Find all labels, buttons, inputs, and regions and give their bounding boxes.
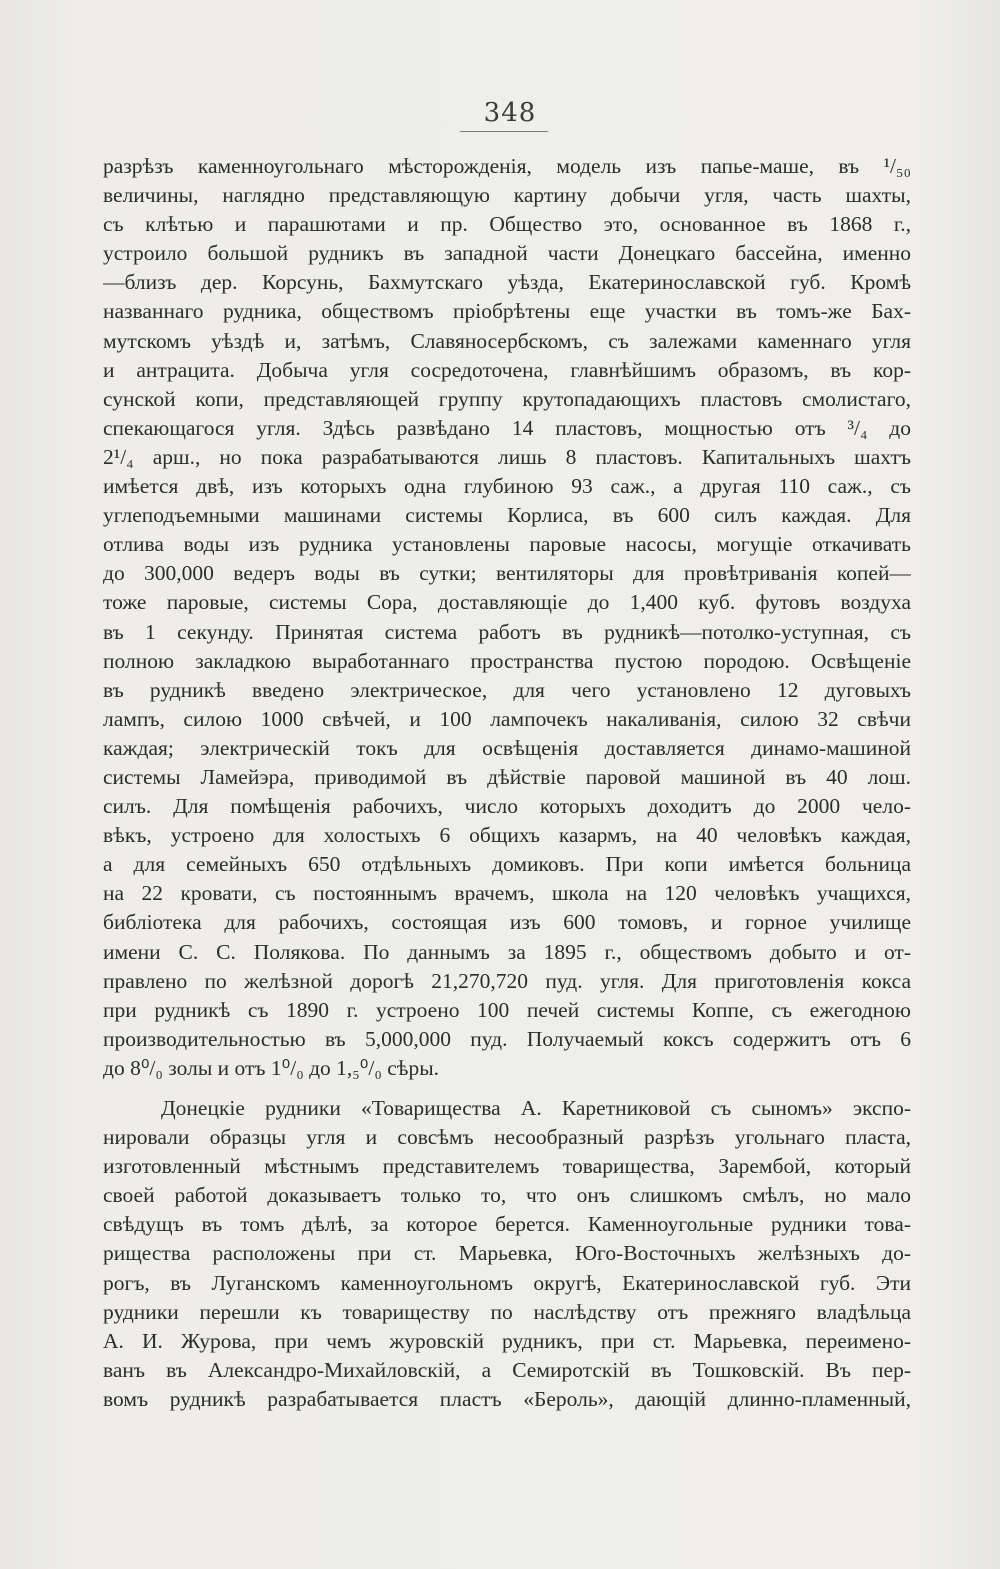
text-line: системы Ламейэра, приводимой въ дѣйствіе паровой машиной въ 40 лош.	[103, 764, 911, 789]
paragraph-2	[103, 1094, 911, 1414]
paragraph-1	[103, 152, 911, 1083]
text-line: рищества расположены при ст. Марьевка, Юго-Восточныхъ желѣзныхъ до-	[103, 1241, 911, 1266]
text-line: лампъ, силою 1000 свѣчей, и 100 лампочекъ накаливанія, силою 32 свѣчи	[103, 706, 911, 731]
text-line: изготовленный мѣстнымъ представителемъ товарищества, Зарембой, который	[103, 1154, 911, 1179]
text-line: имѣется двѣ, изъ которыхъ одна глубиною 93 саж., а другая 110 саж., съ	[103, 474, 911, 499]
text-line: имени С. С. Полякова. По даннымъ за 1895 г., обществомъ добыто и от-	[103, 939, 911, 964]
text-line: при рудникѣ съ 1890 г. устроено 100 печей системы Коппе, съ ежегодною	[103, 997, 911, 1022]
text-line: библіотека для рабочихъ, состоящая изъ 600 томовъ, и горное училище	[103, 910, 911, 935]
text-line: производительностью въ 5,000,000 пуд. Получаемый коксъ содержитъ отъ 6	[103, 1026, 911, 1051]
text-line: Донецкіе рудники «Товарищества А. Каретниковой съ сыномъ» экспо-	[161, 1096, 911, 1120]
text-line: до 8⁰/₀ золы и отъ 1⁰/₀ до 1,₅⁰/₀ сѣры.	[103, 1055, 440, 1080]
text-line: въ 1 секунду. Принятая система работъ въ рудникѣ—потолко-уступная, съ	[103, 619, 911, 644]
text-line: углеподъемными машинами системы Корлиса, въ 600 силъ каждая. Для	[103, 503, 911, 528]
text-line: правлено по желѣзной дорогѣ 21,270,720 пуд. угля. Для приготовленія кокса	[103, 968, 911, 993]
text-line: въ рудникѣ введено электрическое, для чего установлено 12 дуговыхъ	[103, 677, 911, 702]
text-line: сунской копи, представляющей группу крутопадающихъ пластовъ смолистаго,	[103, 386, 911, 411]
text-line: мутскомъ уѣздѣ и, затѣмъ, Славяносербскомъ, съ залежами каменнаго угля	[103, 328, 911, 353]
text-line: отлива воды изъ рудника установлены паровые насосы, могущіе откачивать	[103, 532, 911, 557]
text-line: устроило большой рудникъ въ западной части Донецкаго бассейна, именно	[103, 241, 911, 266]
text-line: своей работой доказываетъ только то, что онъ слишкомъ смѣлъ, но мало	[103, 1183, 911, 1208]
text-line: на 22 кровати, съ постояннымъ врачемъ, школа на 120 человѣкъ учащихся,	[103, 881, 911, 906]
text-line: вомъ рудникѣ разрабатывается пластъ «Бероль», дающій длинно-пламенный,	[103, 1386, 911, 1411]
text-line: нировали образцы угля и совсѣмъ несообразный разрѣзъ угольнаго пласта,	[103, 1125, 911, 1150]
text-line: ванъ въ Александро-Михайловскій, а Семиротскій въ Тошковскій. Въ пер-	[103, 1357, 911, 1382]
text-line: полною закладкою выработаннаго пространства пустою породою. Освѣщеніе	[103, 648, 911, 673]
text-line: вѣкъ, устроено для холостыхъ 6 общихъ казармъ, на 40 человѣкъ каждая,	[103, 823, 911, 848]
text-line: спекающагося угля. Здѣсь развѣдано 14 пластовъ, мощностью отъ ³/₄ до	[103, 415, 911, 440]
text-line: съ клѣтью и парашютами и пр. Общество это, основанное въ 1868 г.,	[103, 212, 911, 237]
text-line: величины, наглядно представляющую картину добычи угля, часть шахты,	[103, 183, 911, 208]
paragraph-gap	[103, 1083, 911, 1094]
text-line: свѣдущъ въ томъ дѣлѣ, за которое берется. Каменноугольные рудники това-	[103, 1212, 911, 1237]
text-line: 2¹/₄ арш., но пока разрабатываются лишь 8 пластовъ. Капитальныхъ шахтъ	[103, 444, 911, 469]
text-line: тоже паровые, системы Сора, доставляющіе до 1,400 куб. футовъ воздуха	[103, 590, 911, 615]
text-line: а для семейныхъ 650 отдѣльныхъ домиковъ. При копи имѣется больница	[103, 852, 911, 877]
text-line: названнаго рудника, обществомъ пріобрѣтены еще участки въ томъ-же Бах-	[103, 299, 911, 324]
text-line: разрѣзъ каменноугольнаго мѣсторожденія, модель изъ папье-маше, въ ¹/₅₀	[103, 154, 911, 178]
text-line: рогъ, въ Луганскомъ каменноугольномъ округѣ, Екатеринославской губ. Эти	[103, 1270, 911, 1295]
text-line: —близъ дер. Корсунь, Бахмутскаго уѣзда, Екатеринославской губ. Кромѣ	[103, 270, 911, 295]
text-line: и антрацита. Добыча угля сосредоточена, главнѣйшимъ образомъ, въ кор-	[103, 357, 911, 382]
text-line: А. И. Журова, при чемъ журовскій рудникъ, при ст. Марьевка, переимено-	[103, 1328, 911, 1353]
text-line: рудники перешли къ товариществу по наслѣдству отъ прежняго владѣльца	[103, 1299, 911, 1324]
text-line: каждая; электрическій токъ для освѣщенія доставляется динамо-машиной	[103, 735, 911, 760]
text-line: силъ. Для помѣщенія рабочихъ, число которыхъ доходитъ до 2000 чело-	[103, 794, 911, 819]
page-number-rule	[460, 131, 548, 132]
body-text	[103, 152, 911, 1414]
text-line: до 300,000 ведеръ воды въ сутки; вентиляторы для провѣтриванія копей—	[103, 561, 911, 586]
page-number: 348	[483, 98, 537, 128]
